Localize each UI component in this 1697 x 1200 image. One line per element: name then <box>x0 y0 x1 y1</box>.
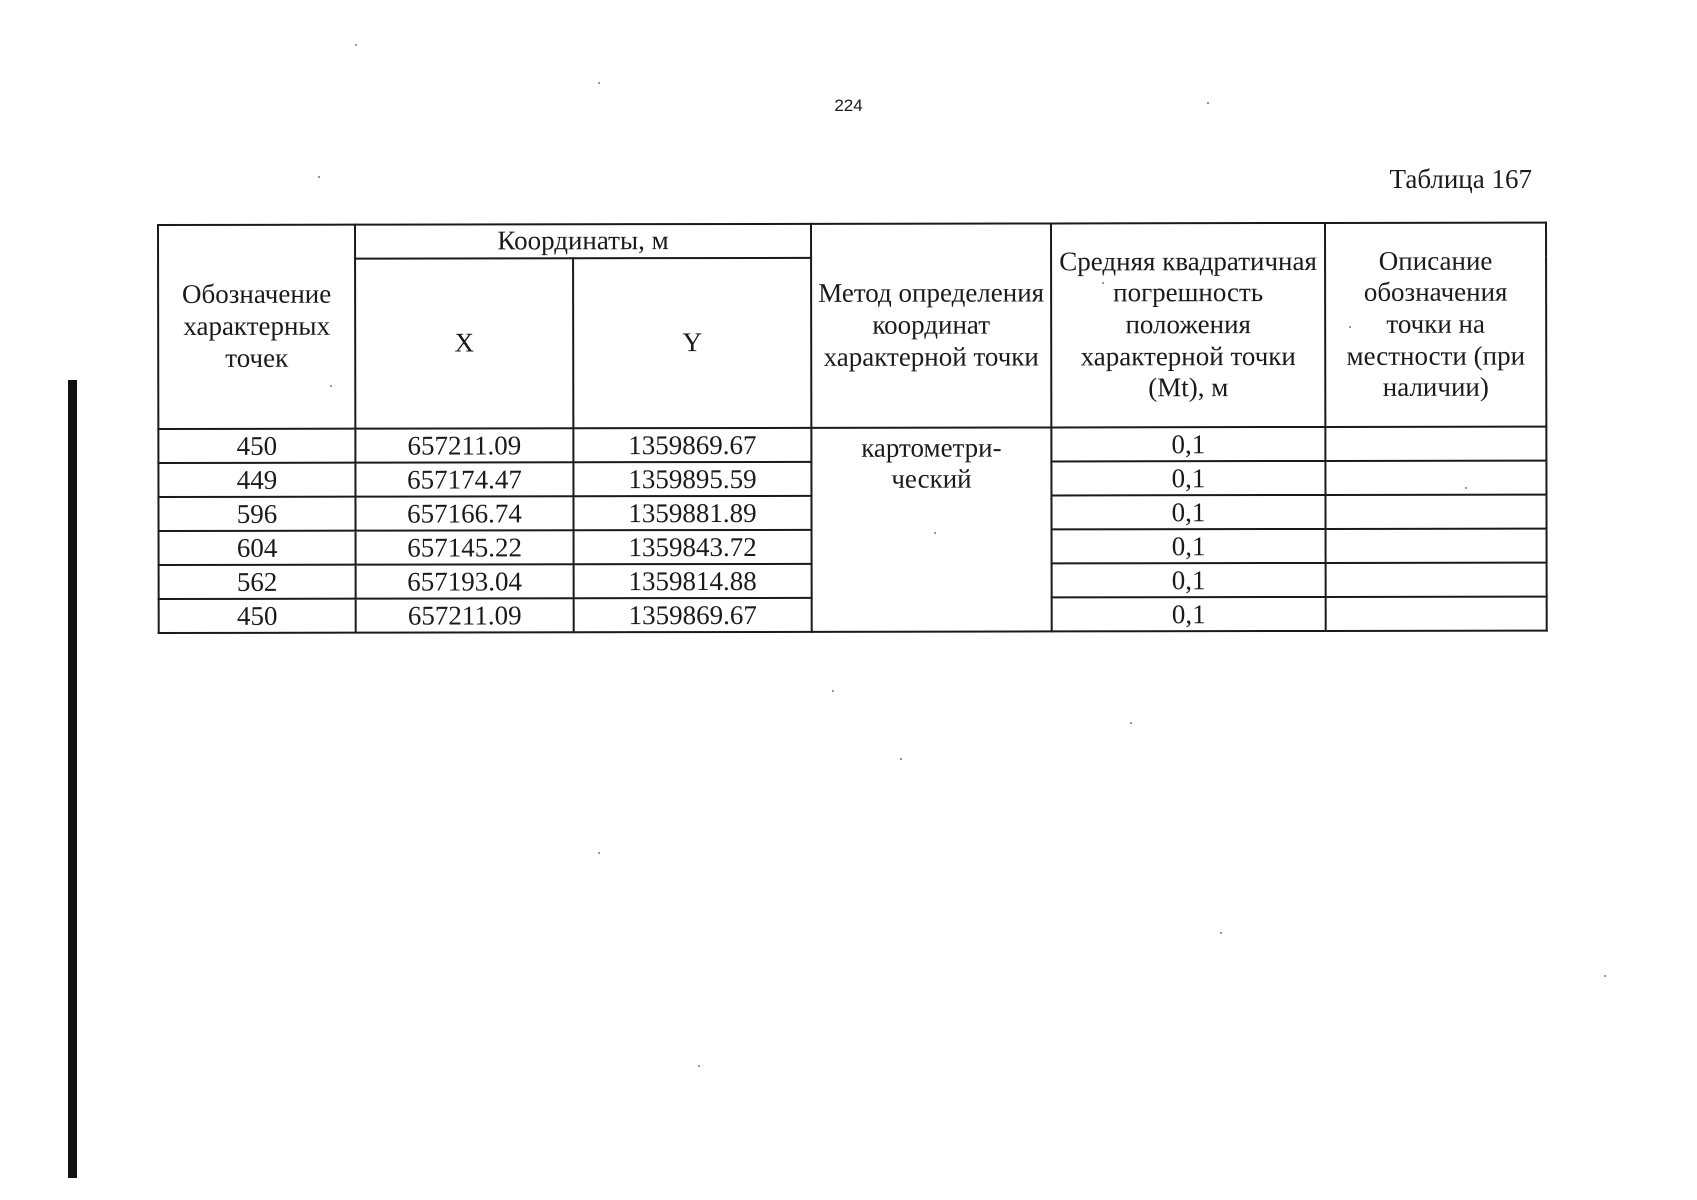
header-y: Y <box>573 257 811 427</box>
table-row <box>158 426 1546 462</box>
cell-description <box>1326 528 1547 562</box>
cell-point: 604 <box>159 530 356 564</box>
scan-speck <box>900 758 902 760</box>
cell-error: 0,1 <box>1051 427 1325 461</box>
header-method: Метод определения координат характерной точки <box>811 223 1051 427</box>
cell-x: 657211.09 <box>355 428 573 462</box>
method-text: картометри- ческий <box>861 432 1002 494</box>
cell-y: 1359881.89 <box>573 495 811 529</box>
cell-x: 657174.47 <box>355 462 573 496</box>
scan-speck <box>1604 975 1606 977</box>
scan-speck <box>934 532 936 534</box>
cell-point: 449 <box>158 462 355 496</box>
cell-point: 596 <box>158 496 355 530</box>
scan-speck <box>1465 487 1467 489</box>
cell-description <box>1325 426 1546 460</box>
header-error: Средняя квадратичная погрешность положения характерной точки (Mt), м <box>1051 223 1325 427</box>
header-description: Описание обозначения точки на местности (при наличии) <box>1325 223 1546 427</box>
scan-speck <box>1220 932 1222 934</box>
cell-method <box>811 427 1051 631</box>
scan-speck <box>598 852 600 854</box>
cell-error: 0,1 <box>1051 461 1325 495</box>
coordinates-table <box>157 222 1548 634</box>
table-body <box>158 426 1546 632</box>
cell-point: 450 <box>159 598 356 632</box>
cell-error: 0,1 <box>1052 597 1326 631</box>
scan-speck <box>832 690 834 692</box>
scan-speck <box>318 176 320 178</box>
scan-speck <box>598 82 600 84</box>
header-point: Обозначение характерных точек <box>158 225 355 429</box>
cell-y: 1359869.67 <box>573 427 811 461</box>
cell-error: 0,1 <box>1052 563 1326 597</box>
scan-speck <box>1102 282 1104 284</box>
scan-speck <box>1130 722 1132 724</box>
cell-point: 562 <box>159 564 356 598</box>
header-coordinates: Координаты, м <box>355 224 811 258</box>
cell-point: 450 <box>158 428 355 462</box>
cell-error: 0,1 <box>1052 529 1326 563</box>
scan-edge-bar <box>68 380 77 1178</box>
cell-description <box>1325 460 1546 494</box>
cell-y: 1359895.59 <box>573 461 811 495</box>
cell-x: 657145.22 <box>356 530 574 564</box>
cell-description <box>1326 596 1547 630</box>
table-caption: Таблица 167 <box>1389 164 1532 194</box>
scan-speck <box>330 385 332 387</box>
scan-speck <box>698 1065 700 1067</box>
page-number: 224 <box>834 96 863 115</box>
cell-y: 1359814.88 <box>574 563 812 597</box>
cell-error: 0,1 <box>1051 495 1325 529</box>
cell-y: 1359869.67 <box>574 597 812 631</box>
cell-description <box>1325 494 1546 528</box>
cell-x: 657211.09 <box>356 598 574 632</box>
cell-x: 657166.74 <box>355 496 573 530</box>
table-header <box>158 223 1546 429</box>
cell-description <box>1326 562 1547 596</box>
scan-speck <box>355 44 357 46</box>
cell-y: 1359843.72 <box>574 529 812 563</box>
header-x: X <box>355 258 573 428</box>
scan-speck <box>1207 102 1209 104</box>
cell-x: 657193.04 <box>356 564 574 598</box>
scan-speck <box>1349 326 1351 328</box>
